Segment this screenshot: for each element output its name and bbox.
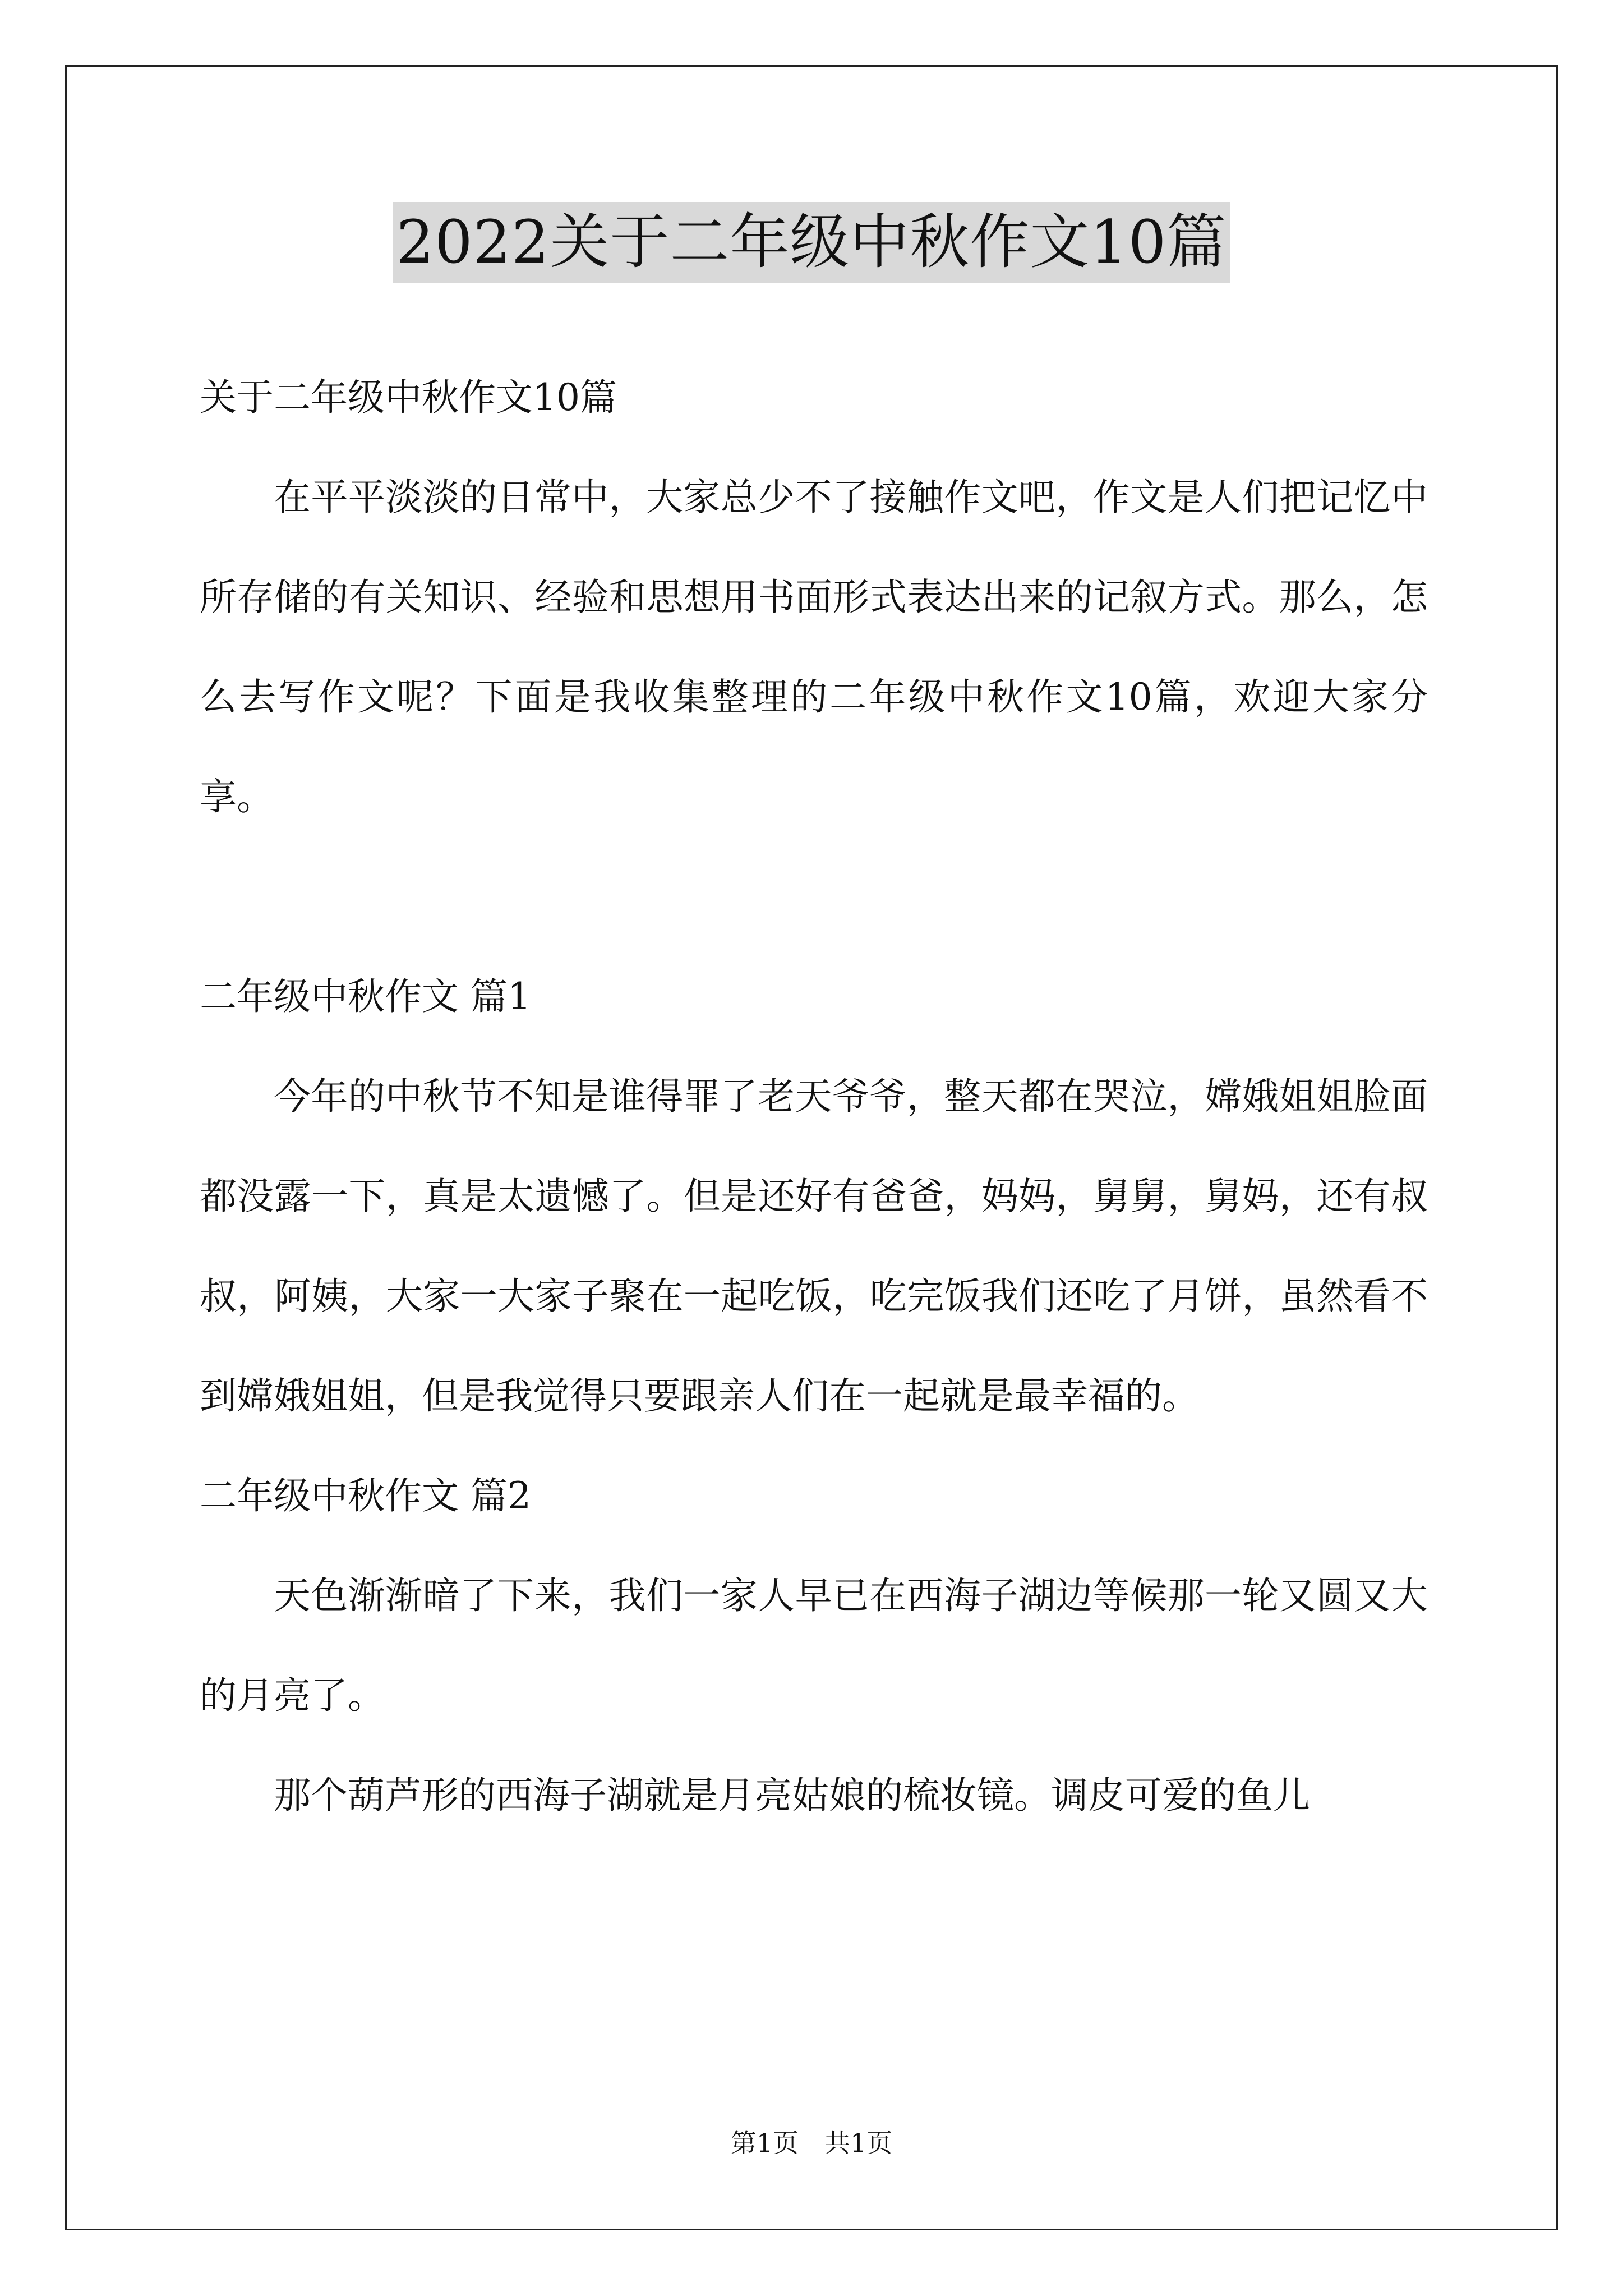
page-footer: 第1页 共1页	[730, 2128, 893, 2158]
document-body	[200, 348, 1428, 1846]
section-spacer	[200, 847, 1428, 947]
section-2-paragraph-2: 那个葫芦形的西海子湖就是月亮姑娘的梳妆镜。调皮可爱的鱼儿	[274, 1774, 1310, 1817]
section-heading-2: 二年级中秋作文 篇2	[200, 1474, 531, 1517]
document-subtitle: 关于二年级中秋作文10篇	[200, 376, 617, 419]
intro-paragraph: 在平平淡淡的日常中，大家总少不了接触作文吧，作文是人们把记忆中所存储的有关知识、经验和思想用书面形式表达出来的记叙方式。那么，怎么去写作文呢？下面是我收集整理的二年级中秋作文10篇，欢迎大家分享。	[200, 476, 1428, 818]
section-heading-1: 二年级中秋作文 篇1	[200, 975, 531, 1018]
section-2-paragraph-1: 天色渐渐暗了下来，我们一家人早已在西海子湖边等候那一轮又圆又大的月亮了。	[200, 1574, 1428, 1717]
title-container	[0, 202, 1623, 283]
section-1-paragraph-1: 今年的中秋节不知是谁得罪了老天爷爷，整天都在哭泣，嫦娥姐姐脸面都没露一下，真是太遗憾了。但是还好有爸爸，妈妈，舅舅，舅妈，还有叔叔，阿姨，大家一大家子聚在一起吃饭，吃完饭我们还吃了月饼，虽然看不到嫦娥姐姐，但是我觉得只要跟亲人们在一起就是最幸福的。	[200, 1075, 1428, 1418]
document-title: 2022关于二年级中秋作文10篇	[393, 202, 1230, 283]
